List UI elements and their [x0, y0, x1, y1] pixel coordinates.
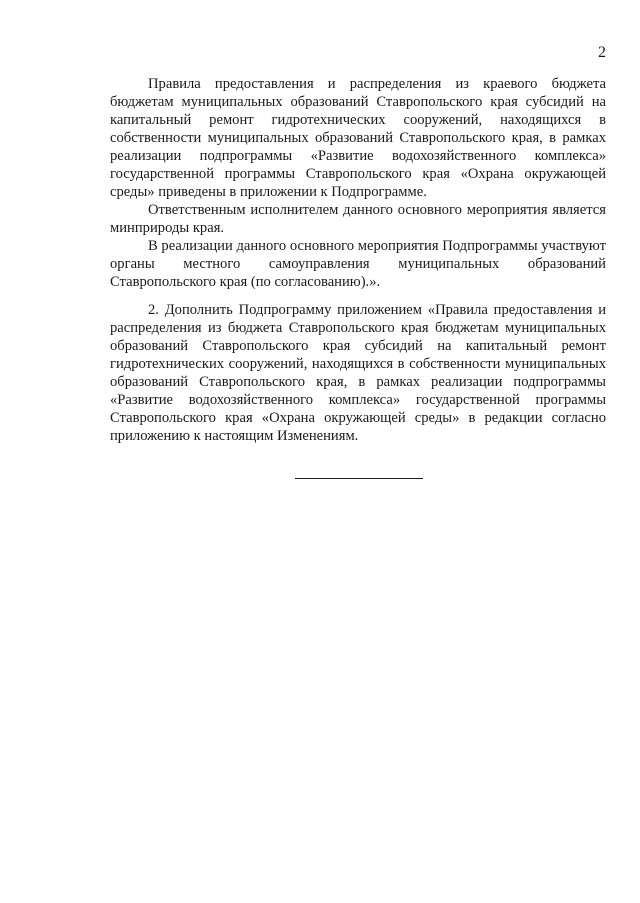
- paragraph-responsible-executor: Ответственным исполнителем данного основного мероприятия является минприроды края.: [110, 202, 606, 236]
- text-block-amendment-quote: [110, 75, 606, 291]
- paragraph-participants: В реализации данного основного мероприятия Подпрограммы участвуют органы местного самоуправления муниципальных образований Ставропольского края (по согласованию).».: [110, 238, 606, 290]
- paragraph-item-2: 2. Дополнить Подпрограмму приложением «Правила предоставления и распределения из бюджета Ставропольского края бюджетам муниципальных образований Ставропольского края субсидий на капитальный ремонт гидротехнических сооружений, находящихся в собственности муниципальных образований Ставропольского края, в рамках реализации подпрограммы «Развитие водохозяйственного комплекса» государственной программы Ставропольского края «Охрана окружающей среды» в редакции согласно приложению к настоящим Изменениям.: [110, 302, 606, 444]
- paragraph-rules-reference: Правила предоставления и распределения из краевого бюджета бюджетам муниципальных образований Ставропольского края субсидий на капитальный ремонт гидротехнических сооружений, находящихся в собственности муниципальных образований Ставропольского края, в рамках реализации подпрограммы «Развитие водохозяйственного комплекса» государственной программы Ставропольского края «Охрана окружающей среды» приведены в приложении к Подпрограмме.: [110, 76, 606, 200]
- page-number: 2: [598, 44, 606, 61]
- closing-divider-line: [295, 478, 423, 479]
- text-block-item-2: [110, 301, 606, 445]
